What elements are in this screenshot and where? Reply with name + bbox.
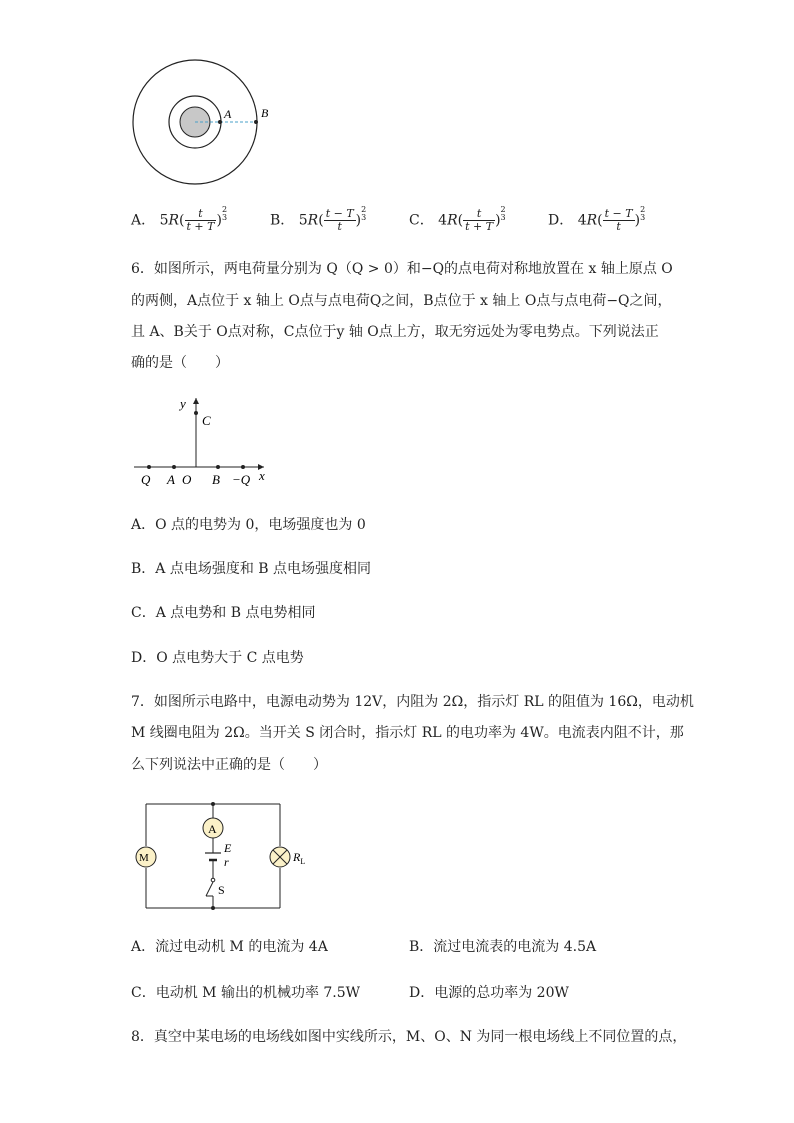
q7-option-a[interactable]: A．流过电动机 M 的电流为 4A — [131, 939, 328, 955]
charge-axis-figure — [132, 392, 277, 492]
motor-label: M — [139, 852, 149, 864]
q6-stem-line-1: 6．如图所示，两电荷量分别为 Q（Q > 0）和−Q的点电荷对称地放置在 x 轴上原点 O — [131, 261, 673, 277]
orbit-figure — [132, 42, 282, 192]
point-b-label: B — [212, 472, 220, 487]
q6-option-b[interactable]: B．A 点电场强度和 B 点电场强度相同 — [131, 561, 372, 577]
q7-option-d[interactable]: D．电源的总功率为 20W — [409, 985, 569, 1001]
q5-option-c[interactable]: C． 4R( $\frac{t}{t + T}$ ) 2 3 — [409, 205, 506, 233]
point-c-label: C — [202, 413, 211, 428]
q6-stem-line-4: 确的是（ ） — [131, 355, 229, 371]
switch-icon — [206, 882, 213, 896]
q5-option-a[interactable]: A． 5R( $\frac{t}{t + T}$ ) 2 3 — [131, 205, 228, 233]
q7-stem-line-2: M 线圈电阻为 2Ω。当开关 S 闭合时，指示灯 RL 的电功率为 4W。电流表内阻不计，那 — [131, 725, 684, 741]
q6-stem-line-3: 且 A、B关于 O点对称，C点位于y 轴 O点上方，取无穷远处为零电势点。下列说法正 — [131, 324, 659, 340]
q6-stem-line-2: 的两侧，A点位于 x 轴上 O点与点电荷Q之间，B点位于 x 轴上 O点与点电荷−Q之间， — [131, 293, 672, 309]
q6-option-d[interactable]: D．O 点电势大于 C 点电势 — [131, 650, 304, 666]
circuit-diagram — [132, 796, 317, 916]
charge-q-label: Q — [141, 472, 151, 487]
ammeter-label: A — [208, 822, 217, 836]
point-a-label: A — [167, 472, 175, 487]
point-a-label: A — [224, 107, 232, 121]
q8-stem-line-1: 8．真空中某电场的电场线如图中实线所示，M、O、N 为同一根电场线上不同位置的点， — [131, 1029, 687, 1045]
charge-neg-q-label: −Q — [232, 472, 251, 487]
lamp-label: $R_L$ — [293, 850, 306, 866]
q7-stem-line-1: 7．如图所示电路中，电源电动势为 12V，内阻为 2Ω，指示灯 RL 的阻值为 16Ω，电动机 — [131, 694, 694, 710]
switch-label: S — [218, 883, 225, 897]
x-axis-label: x — [259, 468, 265, 483]
origin-label: O — [182, 472, 192, 487]
q7-option-b[interactable]: B．流过电流表的电流为 4.5A — [409, 939, 597, 955]
internal-resistance-label: r — [224, 855, 229, 869]
point-b-label: B — [261, 106, 269, 120]
emf-label: E — [224, 841, 232, 855]
q5-option-b[interactable]: B． 5R( $\frac{t - T}{t}$ ) 2 3 — [270, 205, 367, 233]
q6-option-a[interactable]: A．O 点的电势为 0，电场强度也为 0 — [131, 517, 366, 533]
q7-stem-line-3: 么下列说法中正确的是（ ） — [131, 757, 327, 773]
y-axis-label: y — [180, 396, 186, 411]
q6-option-c[interactable]: C．A 点电势和 B 点电势相同 — [131, 605, 316, 621]
q5-option-d[interactable]: D． 4R( $\frac{t - T}{t}$ ) 2 3 — [548, 205, 646, 233]
q7-option-c[interactable]: C．电动机 M 输出的机械功率 7.5W — [131, 985, 361, 1001]
